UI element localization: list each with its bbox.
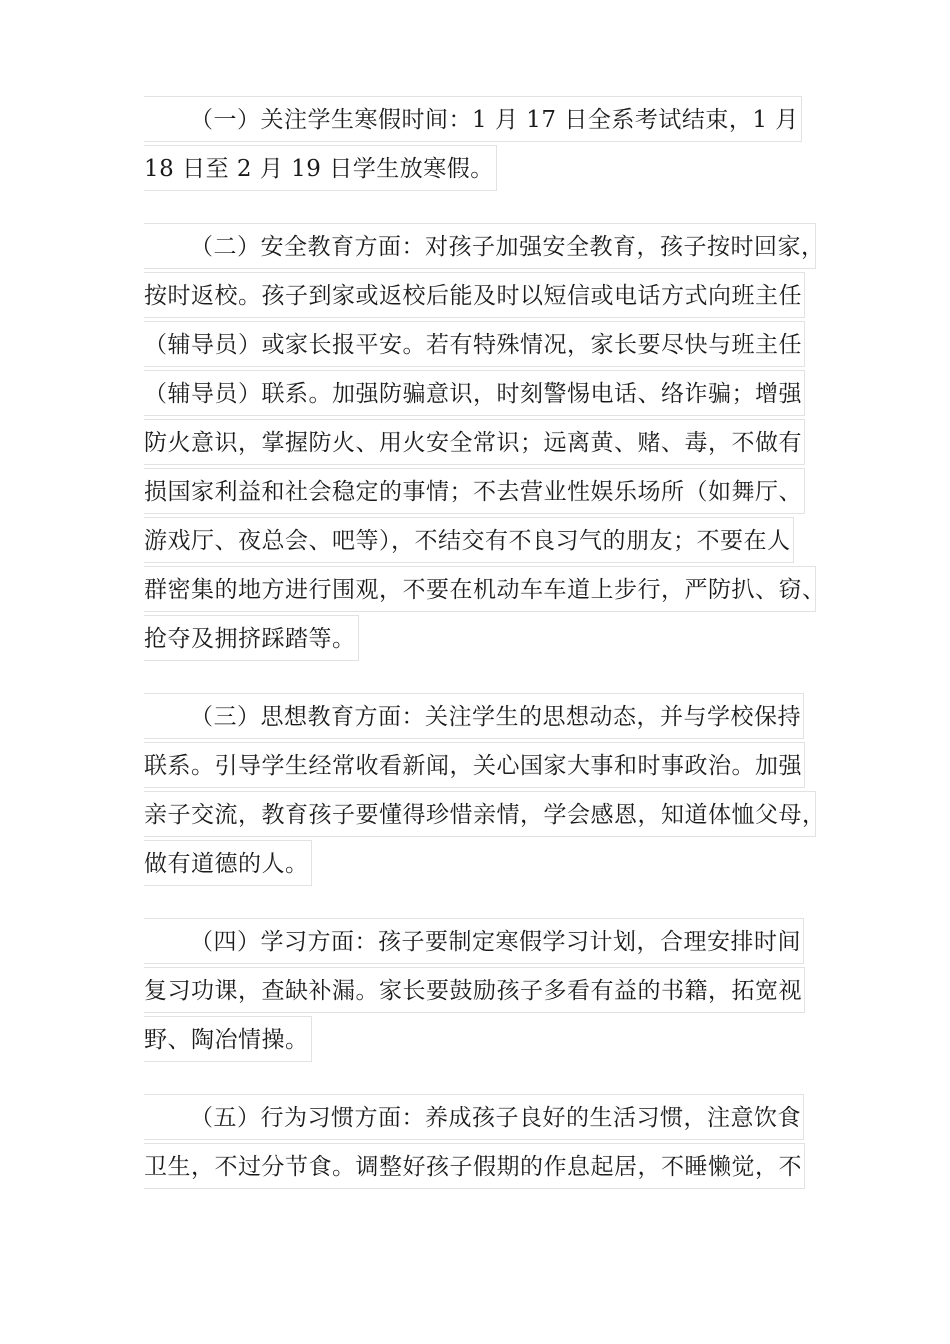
text-line: 做有道德的人。 bbox=[144, 840, 312, 886]
text-line: 复习功课，查缺补漏。家长要鼓励孩子多看有益的书籍，拓宽视 bbox=[144, 967, 805, 1013]
text-line: 卫生，不过分节食。调整好孩子假期的作息起居，不睡懒觉，不 bbox=[144, 1143, 805, 1189]
paragraph-5 bbox=[144, 1094, 816, 1189]
text-line: （一）关注学生寒假时间：1 月 17 日全系考试结束，1 月 bbox=[144, 96, 802, 142]
text-line: （五）行为习惯方面：养成孩子良好的生活习惯，注意饮食 bbox=[144, 1094, 804, 1140]
paragraph-3 bbox=[144, 693, 826, 886]
text-line: 按时返校。孩子到家或返校后能及时以短信或电话方式向班主任 bbox=[144, 272, 805, 318]
text-line: 群密集的地方进行围观，不要在机动车车道上步行，严防扒、窃、 bbox=[144, 566, 816, 612]
document-page bbox=[144, 96, 826, 1221]
text-line: 防火意识，掌握防火、用火安全常识；远离黄、赌、毒，不做有 bbox=[144, 419, 805, 465]
paragraph-1 bbox=[144, 96, 816, 191]
paragraph-4 bbox=[144, 918, 816, 1062]
text-line: （三）思想教育方面：关注学生的思想动态，并与学校保持 bbox=[144, 693, 804, 739]
text-line: 亲子交流，教育孩子要懂得珍惜亲情，学会感恩，知道体恤父母， bbox=[144, 791, 816, 837]
text-line: 18 日至 2 月 19 日学生放寒假。 bbox=[144, 145, 497, 191]
text-line: 野、陶冶情操。 bbox=[144, 1016, 312, 1062]
text-line: （辅导员）联系。加强防骗意识，时刻警惕电话、络诈骗；增强 bbox=[144, 370, 805, 416]
text-line: （二）安全教育方面：对孩子加强安全教育，孩子按时回家， bbox=[144, 223, 816, 269]
text-line: 联系。引导学生经常收看新闻，关心国家大事和时事政治。加强 bbox=[144, 742, 805, 788]
text-line: 损国家利益和社会稳定的事情；不去营业性娱乐场所（如舞厅、 bbox=[144, 468, 805, 514]
text-line: （辅导员）或家长报平安。若有特殊情况，家长要尽快与班主任 bbox=[144, 321, 805, 367]
text-line: 游戏厅、夜总会、吧等），不结交有不良习气的朋友；不要在人 bbox=[144, 517, 794, 563]
paragraph-2 bbox=[144, 223, 826, 661]
text-line: （四）学习方面：孩子要制定寒假学习计划，合理安排时间 bbox=[144, 918, 804, 964]
text-line: 抢夺及拥挤踩踏等。 bbox=[144, 615, 359, 661]
